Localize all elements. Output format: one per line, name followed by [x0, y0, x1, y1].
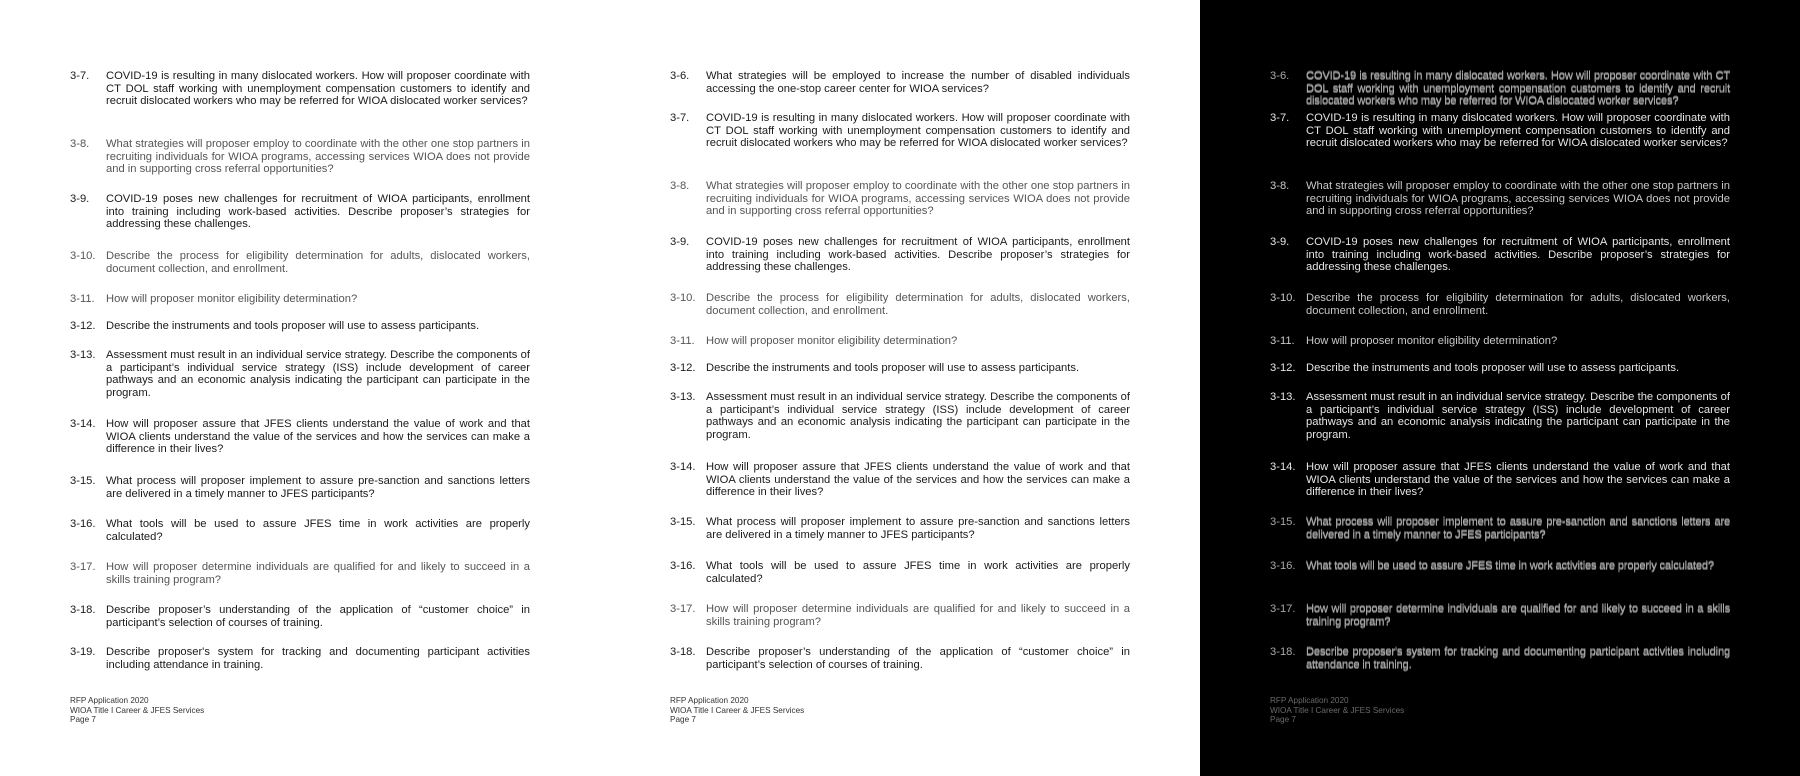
question-text: Describe proposer’s understanding of the application of “customer choice” in participant’s selection of courses of training.: [106, 604, 530, 629]
question-number: 3-7.: [1270, 112, 1290, 124]
footer-line: WIOA Title I Career & JFES Services: [1270, 705, 1405, 715]
question-text: How will proposer assure that JFES clients understand the value of work and that WIOA clients understand the value of the services and how the services can make a difference in their lives?: [1306, 461, 1730, 499]
question-text: What tools will be used to assure JFES time in work activities are properly calculated?: [106, 518, 530, 543]
question-item: [1270, 180, 1730, 218]
question-text: Describe the instruments and tools proposer will use to assess participants.: [106, 320, 480, 332]
question-text: What strategies will proposer employ to coordinate with the other one stop partners in recruiting individuals for WIOA programs, accessing services WIOA does not provide and in supporting cross referral opportunities?: [106, 138, 530, 176]
question-number: 3-11.: [1270, 335, 1295, 347]
question-text: Describe proposer's system for tracking and documenting participant activities including attendance in training.: [1306, 646, 1730, 671]
question-item: [70, 293, 530, 306]
question-number: 3-9.: [670, 236, 690, 248]
question-number: 3-13.: [70, 349, 96, 361]
question-item: [1270, 461, 1730, 499]
question-item: [70, 475, 530, 500]
question-text: What process will proposer implement to assure pre-sanction and sanctions letters are delivered in a timely manner to JFES participants?: [1306, 516, 1730, 541]
question-item: [70, 561, 530, 586]
question-number: 3-10.: [1270, 292, 1296, 304]
question-item: [670, 292, 1130, 317]
question-item: [670, 180, 1130, 218]
footer-page-number: Page 7: [670, 715, 696, 725]
question-text: Assessment must result in an individual service strategy. Describe the components of a participant’s individual service strategy (ISS) include development of career pathways and an economic analysis indicating the participant can participate in the program.: [1306, 391, 1730, 441]
question-number: 3-7.: [670, 112, 690, 124]
question-text: Describe the instruments and tools proposer will use to assess participants.: [706, 362, 1080, 374]
page-panel-overlay: [1200, 0, 1800, 776]
question-number: 3-15.: [1270, 516, 1296, 528]
question-number: 3-6.: [670, 70, 690, 82]
question-item: [1270, 516, 1730, 541]
question-text: COVID-19 poses new challenges for recruitment of WIOA participants, enrollment into training including work-based activities. Describe proposer’s strategies for addressing these challenges.: [706, 236, 1130, 274]
question-text: What tools will be used to assure JFES time in work activities are properly calculated?: [1306, 560, 1714, 572]
question-number: 3-10.: [670, 292, 696, 304]
question-number: 3-12.: [1270, 362, 1296, 374]
question-number: 3-18.: [1270, 646, 1296, 658]
question-item: [670, 560, 1130, 585]
question-text: What process will proposer implement to assure pre-sanction and sanctions letters are delivered in a timely manner to JFES participants?: [706, 516, 1130, 541]
question-number: 3-8.: [670, 180, 690, 192]
footer-line: RFP Application 2020: [70, 696, 149, 705]
question-text: How will proposer assure that JFES clients understand the value of work and that WIOA clients understand the value of the services and how the services can make a difference in their lives?: [106, 418, 530, 456]
question-number: 3-15.: [70, 475, 96, 487]
question-text: COVID-19 is resulting in many dislocated workers. How will proposer coordinate with CT DOL staff working with unemployment compensation customers to identify and recruit dislocated workers who may be referred for WIOA dislocated worker services?: [1306, 70, 1730, 108]
question-text: How will proposer determine individuals are qualified for and likely to succeed in a skills training program?: [1306, 603, 1730, 628]
question-item: [670, 362, 1130, 375]
question-text: Assessment must result in an individual service strategy. Describe the components of a participant’s individual service strategy (ISS) include development of career pathways and an economic analysis indicating the participant can participate in the program.: [706, 391, 1130, 441]
question-number: 3-16.: [670, 560, 696, 572]
question-item: [70, 604, 530, 629]
question-item: [1270, 70, 1730, 108]
question-item: [70, 418, 530, 456]
question-text: Describe proposer's system for tracking and documenting participant activities including attendance in training.: [106, 646, 530, 671]
question-number: 3-16.: [1270, 560, 1296, 572]
question-item: [1270, 560, 1730, 573]
question-item: [70, 518, 530, 543]
question-text: How will proposer determine individuals are qualified for and likely to succeed in a skills training program?: [706, 603, 1130, 628]
question-item: [1270, 335, 1730, 348]
question-item: [1270, 362, 1730, 375]
question-item: [670, 516, 1130, 541]
page-footer: [670, 696, 804, 725]
question-number: 3-8.: [70, 138, 90, 150]
question-item: [70, 646, 530, 671]
question-number: 3-18.: [70, 604, 96, 616]
question-number: 3-6.: [1270, 70, 1290, 82]
question-text: COVID-19 is resulting in many dislocated workers. How will proposer coordinate with CT DOL staff working with unemployment compensation customers to identify and recruit dislocated workers who may be referred for WIOA dislocated worker services?: [106, 70, 530, 108]
question-number: 3-11.: [70, 293, 95, 305]
question-number: 3-13.: [670, 391, 696, 403]
question-number: 3-8.: [1270, 180, 1290, 192]
question-number: 3-15.: [670, 516, 696, 528]
page-panel-left: [0, 0, 600, 776]
question-text: COVID-19 is resulting in many dislocated workers. How will proposer coordinate with CT DOL staff working with unemployment compensation customers to identify and recruit dislocated workers who may be referred for WIOA dislocated worker services?: [706, 112, 1130, 150]
question-item: [1270, 292, 1730, 317]
page-footer: [70, 696, 204, 725]
question-number: 3-10.: [70, 250, 96, 262]
question-item: [1270, 236, 1730, 274]
question-text: Assessment must result in an individual service strategy. Describe the components of a participant’s individual service strategy (ISS) include development of career pathways and an economic analysis indicating the participant can participate in the program.: [106, 349, 530, 399]
question-text: Describe proposer’s understanding of the application of “customer choice” in participant’s selection of courses of training.: [706, 646, 1130, 671]
question-item: [70, 250, 530, 275]
question-text: How will proposer assure that JFES clients understand the value of work and that WIOA clients understand the value of the services and how the services can make a difference in their lives?: [706, 461, 1130, 499]
question-text: How will proposer determine individuals are qualified for and likely to succeed in a skills training program?: [106, 561, 530, 586]
question-item: [70, 193, 530, 231]
question-text: What tools will be used to assure JFES time in work activities are properly calculated?: [706, 560, 1130, 585]
question-text: Describe the instruments and tools proposer will use to assess participants.: [1306, 362, 1680, 374]
question-list: [670, 0, 1130, 680]
question-number: 3-18.: [670, 646, 696, 658]
question-item: [70, 349, 530, 399]
question-item: [70, 70, 530, 108]
question-number: 3-12.: [670, 362, 696, 374]
question-item: [670, 335, 1130, 348]
question-number: 3-9.: [1270, 236, 1290, 248]
footer-line: RFP Application 2020: [670, 696, 749, 705]
question-number: 3-14.: [70, 418, 96, 430]
question-number: 3-14.: [1270, 461, 1296, 473]
question-item: [670, 391, 1130, 441]
question-text: COVID-19 poses new challenges for recruitment of WIOA participants, enrollment into training including work-based activities. Describe proposer’s strategies for addressing these challenges.: [106, 193, 530, 231]
question-text: What strategies will proposer employ to coordinate with the other one stop partners in recruiting individuals for WIOA programs, accessing services WIOA does not provide and in supporting cross referral opportunities?: [706, 180, 1130, 218]
question-number: 3-17.: [70, 561, 96, 573]
question-number: 3-19.: [70, 646, 96, 658]
question-item: [1270, 112, 1730, 150]
question-number: 3-12.: [70, 320, 96, 332]
question-text: How will proposer monitor eligibility determination?: [106, 293, 358, 305]
question-item: [670, 603, 1130, 628]
question-list: [1270, 0, 1730, 680]
question-number: 3-14.: [670, 461, 696, 473]
question-item: [670, 461, 1130, 499]
question-text: COVID-19 is resulting in many dislocated workers. How will proposer coordinate with CT DOL staff working with unemployment compensation customers to identify and recruit dislocated workers who may be referred for WIOA dislocated worker services?: [1306, 112, 1730, 150]
footer-page-number: Page 7: [1270, 715, 1296, 725]
question-item: [70, 138, 530, 176]
question-text: What process will proposer implement to assure pre-sanction and sanctions letters are delivered in a timely manner to JFES participants?: [106, 475, 530, 500]
footer-line: WIOA Title I Career & JFES Services: [670, 705, 805, 715]
question-item: [670, 236, 1130, 274]
question-text: How will proposer monitor eligibility determination?: [706, 335, 958, 347]
question-number: 3-17.: [1270, 603, 1296, 615]
question-text: COVID-19 poses new challenges for recruitment of WIOA participants, enrollment into training including work-based activities. Describe proposer’s strategies for addressing these challenges.: [1306, 236, 1730, 274]
question-number: 3-9.: [70, 193, 90, 205]
question-item: [1270, 646, 1730, 671]
question-text: Describe the process for eligibility determination for adults, dislocated workers, document collection, and enrollment.: [706, 292, 1130, 317]
question-number: 3-16.: [70, 518, 96, 530]
question-number: 3-13.: [1270, 391, 1296, 403]
page-footer: [1270, 696, 1404, 725]
question-item: [1270, 391, 1730, 441]
question-item: [670, 646, 1130, 671]
question-item: [1270, 603, 1730, 628]
question-text: What strategies will be employed to increase the number of disabled individuals accessing the one-stop career center for WIOA services?: [706, 70, 1130, 95]
question-number: 3-11.: [670, 335, 695, 347]
question-item: [670, 70, 1130, 95]
question-list: [70, 0, 530, 680]
question-item: [70, 320, 530, 333]
question-item: [670, 112, 1130, 150]
question-number: 3-7.: [70, 70, 90, 82]
question-text: Describe the process for eligibility determination for adults, dislocated workers, document collection, and enrollment.: [1306, 292, 1730, 317]
footer-line: RFP Application 2020: [1270, 696, 1349, 705]
question-text: How will proposer monitor eligibility determination?: [1306, 335, 1558, 347]
question-text: Describe the process for eligibility determination for adults, dislocated workers, document collection, and enrollment.: [106, 250, 530, 275]
question-number: 3-17.: [670, 603, 696, 615]
footer-page-number: Page 7: [70, 715, 96, 725]
question-text: What strategies will proposer employ to coordinate with the other one stop partners in recruiting individuals for WIOA programs, accessing services WIOA does not provide and in supporting cross referral opportunities?: [1306, 180, 1730, 218]
footer-line: WIOA Title I Career & JFES Services: [70, 705, 205, 715]
page-panel-middle: [600, 0, 1200, 776]
